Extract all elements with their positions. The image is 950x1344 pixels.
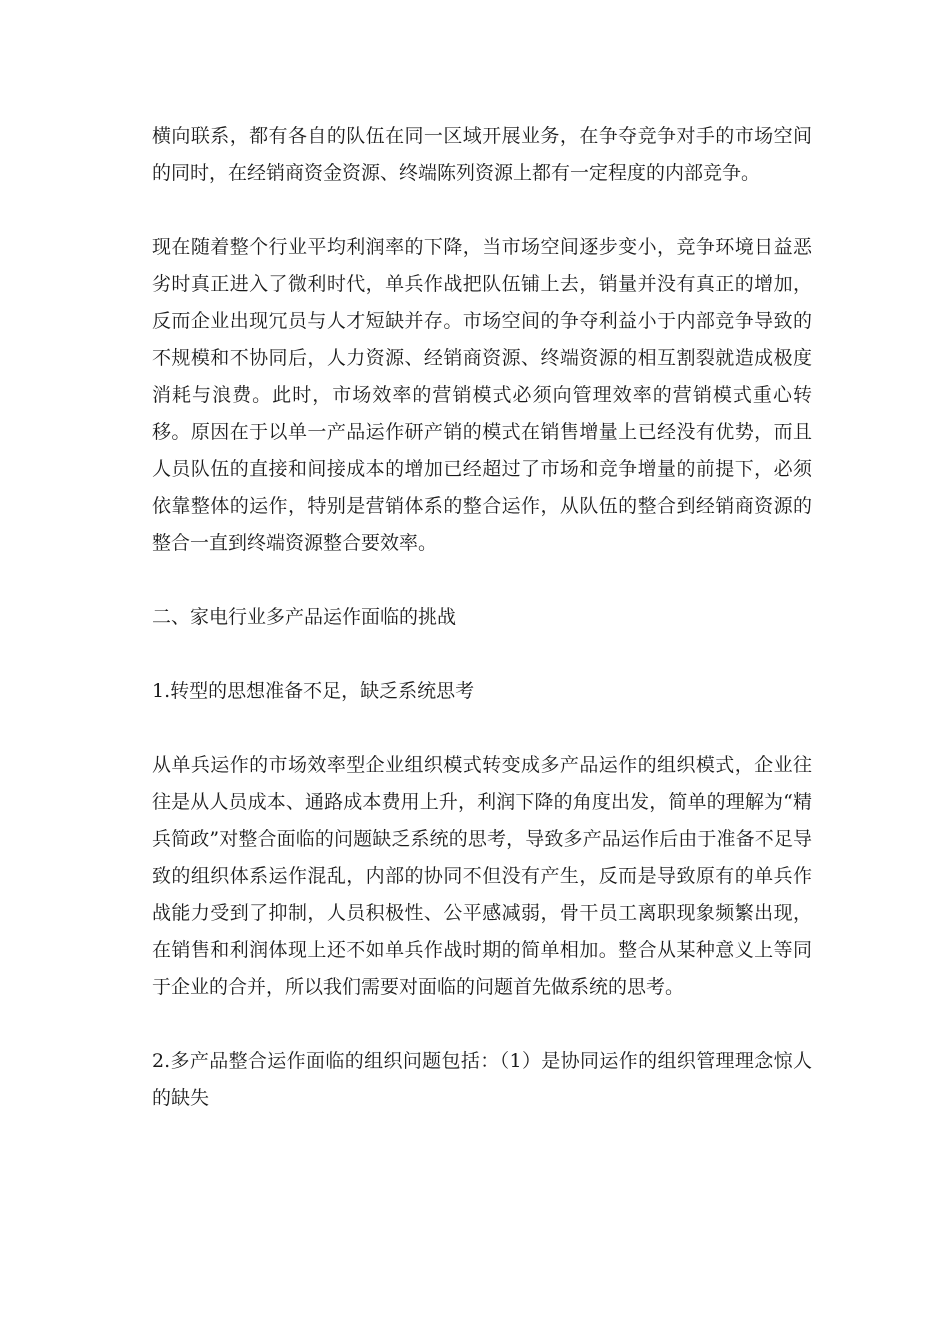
subheading-organization-issues: 2.多产品整合运作面临的组织问题包括：（1）是协同运作的组织管理理念惊人的缺失 [152, 1050, 812, 1109]
section-heading-challenges: 二、家电行业多产品运作面临的挑战 [152, 606, 457, 628]
paragraph-continuation: 横向联系，都有各自的队伍在同一区域开展业务，在争夺竞争对手的市场空间的同时，在经销商资金资源、终端陈列资源上都有一定程度的内部竞争。 [152, 125, 812, 184]
paragraph-organization-model: 从单兵运作的市场效率型企业组织模式转变成多产品运作的组织模式，企业往往是从人员成本、通路成本费用上升，利润下降的角度出发，简单的理解为“精兵简政”对整合面临的问题缺乏系统的思考，导致多产品运作后由于准备不足导致的组织体系运作混乱，内部的协同不但没有产生，反而是导致原有的单兵作战能力受到了抑制，人员积极性、公平感减弱，骨干员工离职现象频繁出现，在销售和利润体现上还不如单兵作战时期的简单相加。整合从某种意义上等同于企业的合并，所以我们需要对面临的问题首先做系统的思考。 [152, 754, 812, 998]
paragraph-industry-profit: 现在随着整个行业平均利润率的下降，当市场空间逐步变小，竞争环境日益恶劣时真正进入了微利时代，单兵作战把队伍铺上去，销量并没有真正的增加，反而企业出现冗员与人才短缺并存。市场空间的争夺利益小于内部竞争导致的不规模和不协同后，人力资源、经销商资源、终端资源的相互割裂就造成极度消耗与浪费。此时，市场效率的营销模式必须向管理效率的营销模式重心转移。原因在于以单一产品运作研产销的模式在销售增量上已经没有优势，而且人员队伍的直接和间接成本的增加已经超过了市场和竞争增量的前提下，必须依靠整体的运作，特别是营销体系的整合运作，从队伍的整合到经销商资源的整合一直到终端资源整合要效率。 [152, 236, 812, 554]
subheading-transformation: 1.转型的思想准备不足，缺乏系统思考 [152, 680, 475, 702]
document-body [152, 118, 812, 1154]
